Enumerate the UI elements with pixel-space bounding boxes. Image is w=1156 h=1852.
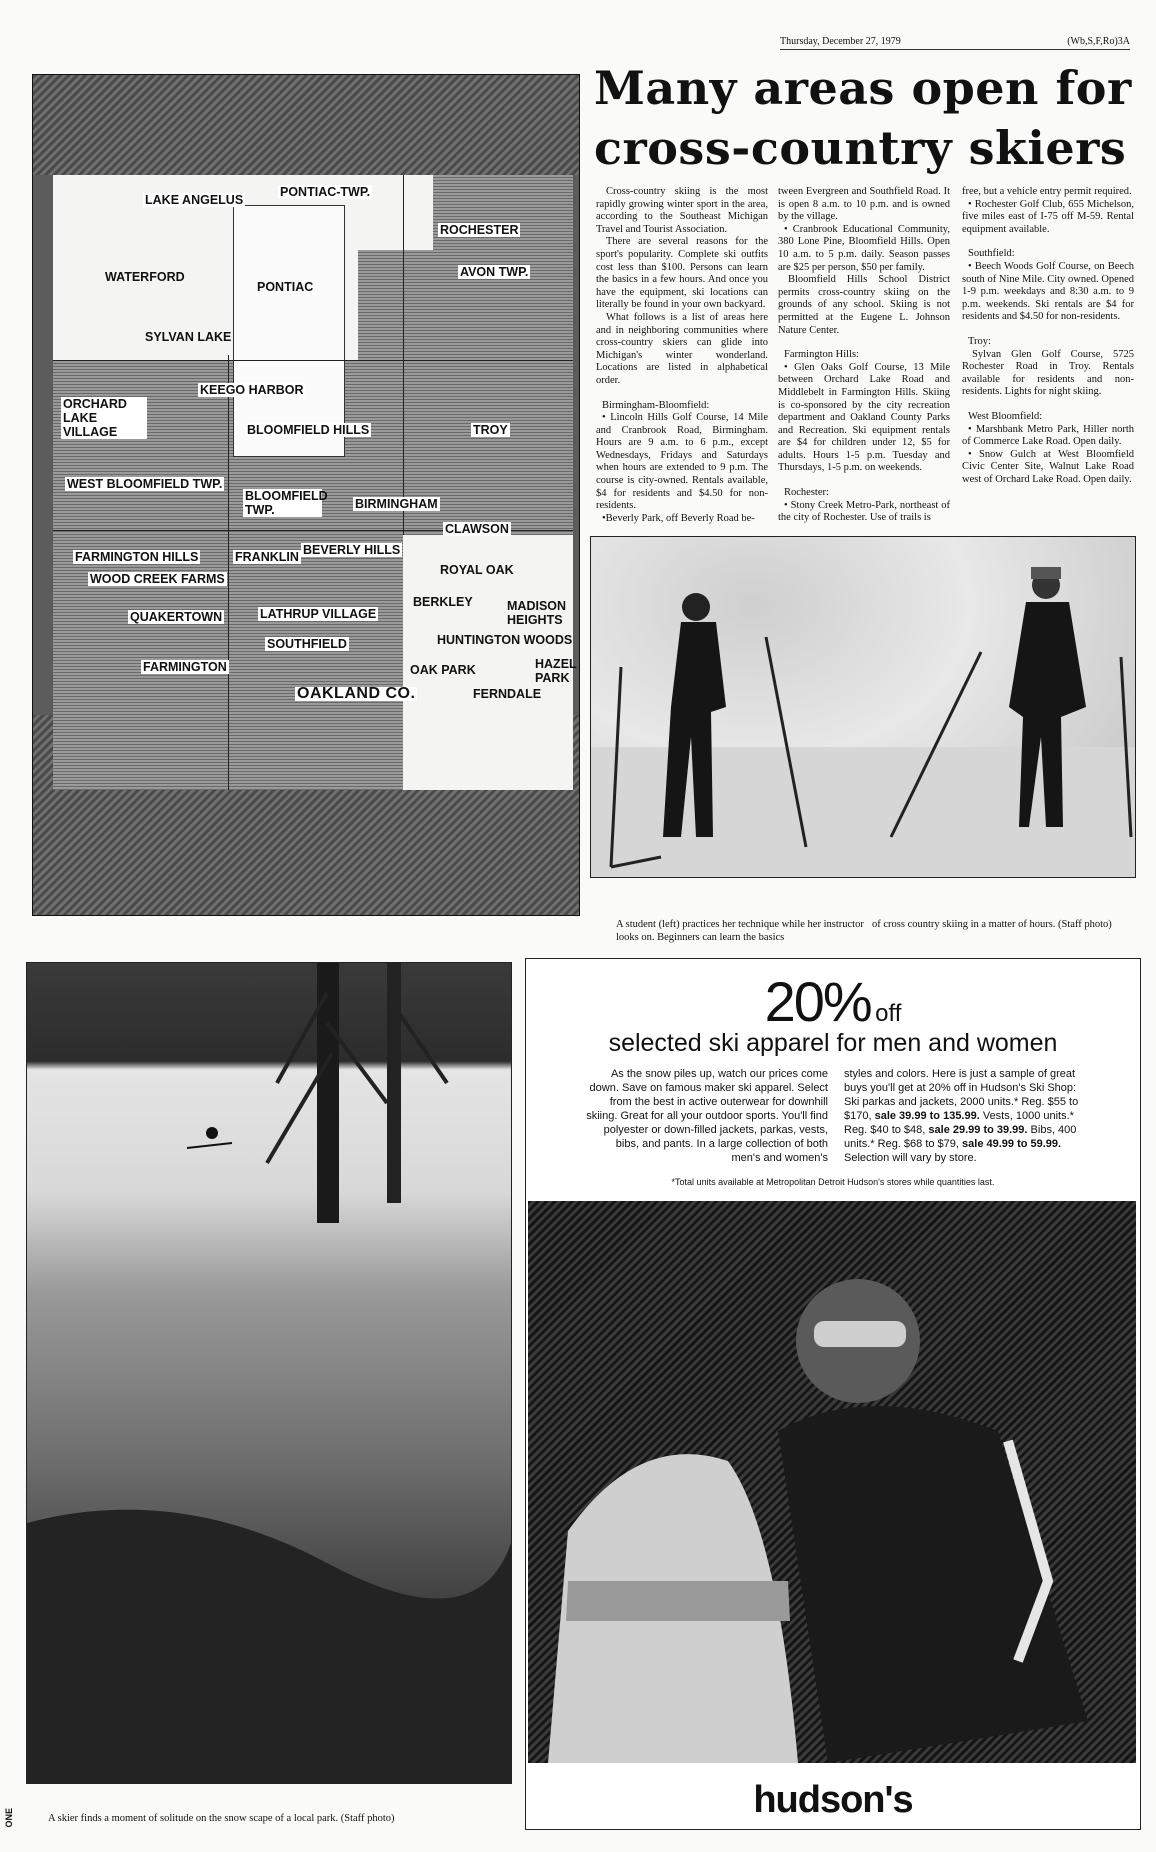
map-label-pontiac-twp: PONTIAC-TWP.	[280, 185, 371, 199]
map-label-sylvan-lake: SYLVAN LAKE	[145, 330, 232, 344]
ad-body-right: styles and colors. Here is just a sample of great buys you'll get at 20% off in Hudson's Ski Shop: Ski parkas and jackets, 2000 units.* Reg. $55 to $170, sale 39.99 to 135.99. Vests, 1000 units.* Reg. $40 to $48, sale 29.99 to 39.99. Bibs, 400 units.* Reg. $68 to $79, sale 49.99 to 59.99. Selection will vary by store.	[844, 1068, 1079, 1164]
map-label-huntington-woods: HUNTINGTON WOODS	[437, 633, 573, 647]
map-label-lathrup-village: LATHRUP VILLAGE	[260, 607, 377, 621]
trees-illustration	[27, 963, 511, 1783]
map-label-pontiac: PONTIAC	[257, 280, 314, 294]
map-label-oakland-co: OAKLAND CO.	[297, 685, 416, 702]
map-label-bloomfield-twp: BLOOMFIELD TWP.	[245, 489, 328, 517]
headline	[594, 58, 1134, 178]
headline-line-2: cross-country skiers	[594, 121, 1127, 175]
map-label-beverly-hills: BEVERLY HILLS	[303, 543, 401, 557]
ad-footnote: *Total units available at Metropolitan Detroit Hudson's stores while quantities last.	[671, 1177, 995, 1187]
park-snowscape-photo	[26, 962, 512, 1784]
map-label-farmington: FARMINGTON	[143, 660, 227, 674]
skiers-illustration	[591, 537, 1135, 877]
ad-subhead: selected ski apparel for men and women	[608, 1029, 1058, 1057]
page-section-marker: ONE	[4, 1808, 14, 1828]
map-label-franklin: FRANKLIN	[235, 550, 299, 564]
map-label-waterford: WATERFORD	[105, 270, 185, 284]
section-heading: West Bloomfield:	[968, 410, 1043, 422]
oakland-county-map	[32, 74, 580, 916]
dateline	[780, 36, 1130, 50]
article-column-2: tween Evergreen and Southfield Road. It is open 8 a.m. to 10 p.m. and is owned by the village. • Cranbrook Educational Community, 380 Lone Pine, Bloomfield Hills. Open 10 a.m. to 5 p.m. daily. Season passes are $25 per person, $50 per family. Bloomfield Hills School District permits cross-country skiing on the grounds of any school. Skiing is not permitted at the Eugene L. Johnson Nature Center. Farmington Hills: • Glen Oaks Golf Course, 13 Mile between Orchard Lake Road and Middlebelt in Farmington Hills. Skiing is co-sponsored by the city recreation department and Oakland County Parks and Recreation. Ski equipment rentals are $4 for children under 12, $5 for adults. Hours 1-5 p.m. Tuesday and Thursdays, 1-5 p.m. on weekends. Rochester: • Stony Creek Metro-Park, northeast of the city of Rochester. Use of trails is	[778, 186, 950, 524]
map-label-keego-harbor: KEEGO HARBOR	[200, 383, 304, 397]
map-label-ferndale: FERNDALE	[473, 687, 542, 701]
map-label-madison-heights: MADISON HEIGHTS	[507, 599, 567, 627]
map-label-troy: TROY	[473, 423, 508, 437]
ad-percent: 20%	[764, 970, 871, 1033]
date: Thursday, December 27, 1979	[780, 36, 901, 47]
hudsons-logo: hudson's	[753, 1779, 913, 1821]
map-label-rochester: ROCHESTER	[440, 223, 519, 237]
ad-off: off	[875, 1000, 902, 1027]
section-heading: Birmingham-Bloomfield:	[602, 399, 710, 411]
ski-lesson-photo	[590, 536, 1136, 878]
article-column-3: free, but a vehicle entry permit required. • Rochester Golf Club, 655 Michelson, five miles east of I-75 off M-59. Rental equipment available. Southfield: • Beech Woods Golf Course, on Beech south of Nine Mile. City owned. Opened 1-9 p.m. weekdays and 8:30 a.m. to 9 p.m. weekends. Ski rentals are $4 for residents and $4.50 for non-residents. Troy: Sylvan Glen Golf Course, 5725 Rochester Road in Troy. Rentals available for residents and non-residents. Lights for night skiing. West Bloomfield: • Marshbank Metro Park, Hiller north of Commerce Lake Road. Open daily. • Snow Gulch at West Bloomfield Civic Center Site, Walnut Lake Road west of Orchard Lake Road. Open daily.	[962, 186, 1134, 485]
map-label-southfield: SOUTHFIELD	[267, 637, 347, 651]
map-label-lake-angelus: LAKE ANGELUS	[145, 193, 244, 207]
map-label-clawson: CLAWSON	[445, 522, 509, 536]
ski-lesson-caption-right: of cross country skiing in a matter of hours. (Staff photo)	[872, 919, 1112, 930]
section-heading: Farmington Hills:	[784, 349, 859, 361]
couple-illustration	[528, 1201, 1136, 1763]
map-label-hazel-park: HAZEL PARK	[535, 657, 577, 685]
map-label-avon-twp: AVON TWP.	[460, 265, 529, 279]
map-label-birmingham: BIRMINGHAM	[355, 497, 438, 511]
headline-line-1: Many areas open for	[594, 61, 1132, 115]
edition-code: (Wb,S,F,Ro)3A	[1067, 36, 1130, 47]
map-label-west-bloomfield-twp: WEST BLOOMFIELD TWP.	[67, 477, 223, 491]
map-label-farmington-hills: FARMINGTON HILLS	[75, 550, 199, 564]
map-label-quakertown: QUAKERTOWN	[130, 610, 223, 624]
section-heading: Southfield:	[968, 248, 1015, 260]
hudsons-advertisement	[525, 958, 1141, 1830]
ski-lesson-caption-left: A student (left) practices her technique while her instructor looks on. Beginners can learn the basics	[616, 919, 864, 943]
map-label-oak-park: OAK PARK	[410, 663, 476, 677]
skier-photo-strip-top	[33, 75, 579, 175]
map-label-wood-creek-farms: WOOD CREEK FARMS	[90, 572, 225, 586]
ad-body-left: As the snow piles up, watch our prices come down. Save on famous maker ski apparel. Select from the best in active outerwear for downhill skiing. Great for all your outdoor sports. You'll find polyester or down-filled jackets, parkas, vests, bibs, and pants. In a large collection of both men's and women's	[586, 1068, 828, 1164]
ad-skiers-photo	[528, 1201, 1136, 1763]
map-label-berkley: BERKLEY	[413, 595, 473, 609]
article-column-1: Cross-country skiing is the most rapidly growing winter sport in the area, according to the Southeast Michigan Travel and Tourist Association. There are several reasons for the sport's popularity. Complete ski outfits cost less than $100. Persons can learn the basics in a few hours. And once you have the equipment, ski locations can literally be found in your own backyard. What follows is a list of areas here and in neighboring communities where cross-country skiers can glide into Michigan's winter wonderland. Locations are listed in alphabetical order. Birmingham-Bloomfield: • Lincoln Hills Golf Course, 14 Mile and Cranbrook Road, Birmingham. Hours are 9 a.m. to 6 p.m., except Wednesdays, Fridays and Saturdays when hours are extended to 9 p.m. The course is city-owned. Rentals available, $4 for residents and $4.50 for non-residents. •Beverly Park, off Beverly Road be-	[596, 186, 768, 524]
map-label-bloomfield-hills: BLOOMFIELD HILLS	[247, 423, 370, 437]
section-heading: Troy:	[968, 335, 991, 347]
map-label-orchard-lake-village: ORCHARD LAKE VILLAGE	[61, 397, 147, 439]
section-heading: Rochester:	[784, 487, 829, 499]
park-photo-caption: A skier finds a moment of solitude on the snow scape of a local park. (Staff photo)	[48, 1813, 395, 1824]
map-label-royal-oak: ROYAL OAK	[440, 563, 514, 577]
